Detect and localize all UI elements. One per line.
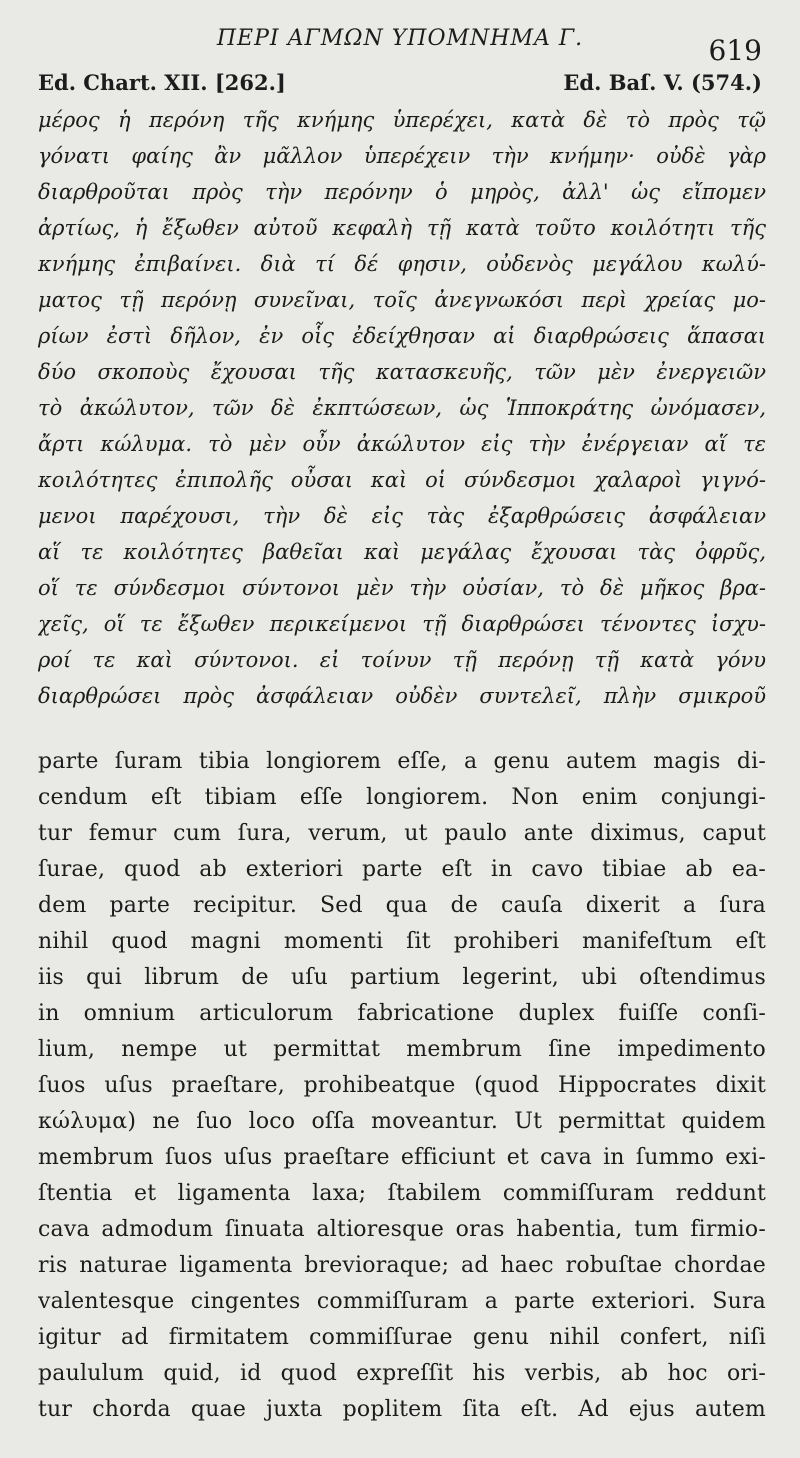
greek-text-line: ροί τε καὶ σύντονοι. εἰ τοίνυν τῇ περόνῃ τῇ κατὰ γόνυ	[38, 648, 766, 672]
edition-reference-left: Ed. Chart. XII. [262.]	[38, 70, 286, 95]
greek-text-line: μενοι παρέχουσι, τὴν δὲ εἰς τὰς ἐξαρθρώσεις ἀσφάλειαν	[38, 504, 766, 528]
greek-text-line: ρίων ἐστὶ δῆλον, ἐν οἷς ἐδείχθησαν αἱ διαρθρώσεις ἅπασαι	[38, 324, 766, 348]
latin-text-line: nihil quod magni momenti ſit prohiberi manifeſtum eſt	[38, 929, 766, 954]
running-title: ΠΕΡΙ ΑΓΜΩΝ ΥΠΟΜΝΗΜΑ Γ.	[216, 26, 584, 51]
latin-text-line: iis qui librum de uſu partium legerint, ubi oſtendimus	[38, 965, 766, 990]
latin-text-line: ſurae, quod ab exteriori parte eſt in cavo tibiae ab ea-	[38, 857, 766, 882]
greek-text-line: διαρθροῦται πρὸς τὴν περόνην ὁ μηρὸς, ἀλλ' ὡς εἴπομεν	[38, 180, 766, 204]
greek-text-line: τὸ ἀκώλυτον, τῶν δὲ ἐκπτώσεων, ὡς Ἱπποκράτης ὠνόμασεν,	[38, 396, 766, 420]
latin-text-block	[38, 744, 766, 1428]
greek-text-line: μέρος ἡ περόνη τῆς κνήμης ὑπερέχει, κατὰ δὲ τὸ πρὸς τῷ	[38, 108, 766, 132]
latin-text-line: ſtentia et ligamenta laxa; ſtabilem commiſſuram reddunt	[38, 1181, 766, 1206]
latin-text-line: membrum ſuos uſus praeſtare efficiunt et cava in ſummo exi-	[38, 1145, 766, 1170]
greek-text-line: αἵ τε κοιλότητες βαθεῖαι καὶ μεγάλας ἔχουσαι τὰς ὀφρῦς,	[38, 540, 766, 564]
greek-text-line: διαρθρώσει πρὸς ἀσφάλειαν οὐδὲν συντελεῖ, πλὴν σμικροῦ	[38, 684, 766, 708]
latin-text-line: parte ſuram tibia longiorem eſſe, a genu autem magis di-	[38, 749, 766, 774]
greek-text-line: γόνατι φαίης ἂν μᾶλλον ὑπερέχειν τὴν κνήμην· οὐδὲ γὰρ	[38, 144, 766, 168]
greek-text-line: ματος τῇ περόνῃ συνεῖναι, τοῖς ἀνεγνωκόσι περὶ χρείας μο-	[38, 288, 766, 312]
latin-text-line: lium, nempe ut permittat membrum ſine impedimento	[38, 1037, 766, 1062]
latin-text-line: cendum eſt tibiam eſſe longiorem. Non enim conjungi-	[38, 785, 766, 810]
edition-reference-row	[38, 70, 762, 102]
latin-text-line: dem parte recipitur. Sed qua de cauſa dixerit a ſura	[38, 893, 766, 918]
latin-text-line: valentesque cingentes commiſſuram a parte exteriori. Sura	[38, 1289, 766, 1314]
latin-text-line: κώλυμα) ne ſuo loco oſſa moveantur. Ut permittat quidem	[38, 1109, 766, 1134]
latin-text-line: in omnium articulorum fabricatione duplex fuiſſe conſi-	[38, 1001, 766, 1026]
greek-text-line: χεῖς, οἵ τε ἔξωθεν περικείμενοι τῇ διαρθρώσει τένοντες ἰσχυ-	[38, 612, 766, 636]
latin-text-line: tur chorda quae juxta poplitem ſita eſt. Ad ejus autem	[38, 1397, 766, 1422]
latin-text-line: paululum quid, id quod expreſſit his verbis, ab hoc ori-	[38, 1361, 766, 1386]
latin-text-line: ris naturae ligamenta brevioraque; ad haec robuſtae chordae	[38, 1253, 766, 1278]
latin-text-line: igitur ad firmitatem commiſſurae genu nihil confert, niſi	[38, 1325, 766, 1350]
greek-text-line: οἵ τε σύνδεσμοι σύντονοι μὲν τὴν οὐσίαν, τὸ δὲ μῆκος βρα-	[38, 576, 766, 600]
latin-text-line: ſuos uſus praeſtare, prohibeatque (quod Hippocrates dixit	[38, 1073, 766, 1098]
latin-text-line: tur femur cum ſura, verum, ut paulo ante diximus, caput	[38, 821, 766, 846]
greek-text-line: ἀρτίως, ἡ ἔξωθεν αὐτοῦ κεφαλὴ τῇ κατὰ τοῦτο κοιλότητι τῆς	[38, 216, 766, 240]
greek-text-line: κοιλότητες ἐπιπολῆς οὖσαι καὶ οἱ σύνδεσμοι χαλαροὶ γιγνό-	[38, 468, 766, 492]
greek-text-line: κνήμης ἐπιβαίνει. διὰ τί δέ φησιν, οὐδενὸς μεγάλου κωλύ-	[38, 252, 766, 276]
greek-text-line: δύο σκοποὺς ἔχουσαι τῆς κατασκευῆς, τῶν μὲν ἐνεργειῶν	[38, 360, 766, 384]
greek-text-line: ἄρτι κώλυμα. τὸ μὲν οὖν ἀκώλυτον εἰς τὴν ἐνέργειαν αἵ τε	[38, 432, 766, 456]
latin-text-line: cava admodum ſinuata altioresque oras habentia, tum firmio-	[38, 1217, 766, 1242]
edition-reference-right: Ed. Baſ. V. (574.)	[563, 70, 762, 95]
greek-text-block	[38, 102, 766, 714]
page-number: 619	[708, 34, 762, 67]
